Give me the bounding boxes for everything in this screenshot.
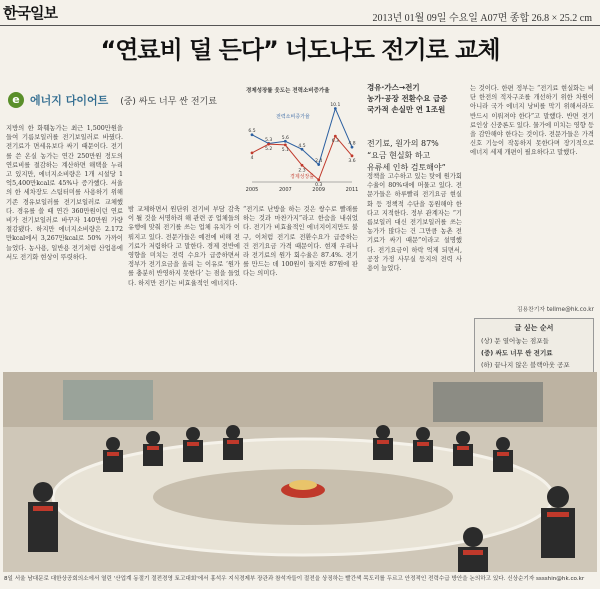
- chart-tick-label: 2005: [246, 187, 259, 193]
- chart-tick-label: 2007: [278, 187, 292, 193]
- series-order-item: (중) 싸도 너무 싼 전기료: [481, 349, 553, 357]
- chart-point: [284, 144, 287, 147]
- leaf-icon: e: [8, 92, 24, 108]
- article-column-2: 밤 교체하면서 원단위 전기비 부담 감축이 될 것을 서명하려 해 관련 공 업체들의 유행에 맞춰 전기를 쓰는 업체 유치가 이 뤄지고 있다. 전문가들은 예전에 비해 전기료가 저렴하다 고 말한다. 경제 전반에 영향을 미치는 전력 수요가 급증하면서 정부가 전기요금을 올리 는 이유로 ‘원가를 충분히 반영하지 못한다’ 는 점을 들었다. 하지만 전기는 비효율적인 에너지다.: [128, 206, 240, 287]
- article-column-5: 는 것이다. 한편 정부는 “전기료 현실화는 비단 한전의 적자구조를 개선하기 위한 차원이 아니라 국가 에너지 낭비를 막기 위해서라도 반드시 이뤄져야 한다”고 말했다. 반면 전기료인상 신중론도 있다. 물가에 미치는 영향 등을 감안해야 한다는 것이다. 전문가들은 가격 신호 기능이 작동하지 못한다며 장기적으로 에너지 세제 개편이 필요하다고 말했다.: [470, 85, 594, 157]
- chart-tick-label: 2011: [345, 187, 358, 193]
- chart-data-label: 5.1: [281, 147, 289, 153]
- chart-data-label: 2.4: [315, 159, 323, 165]
- chart: [246, 86, 358, 198]
- chart-data-label: 2.3: [298, 168, 306, 174]
- chart-data-label: 5.2: [265, 147, 273, 153]
- chart-data-label: 5.3: [265, 137, 273, 143]
- chart-data-label: 6.5: [248, 129, 256, 135]
- chart-title: 경제성장률 웃도는 전력소비증가율: [246, 88, 330, 94]
- series-order-title: 글 싣는 순서: [514, 324, 554, 332]
- masthead: 한국일보: [3, 4, 57, 22]
- headline: “연료비 덜 든다” 너도나도 전기로 교체: [100, 36, 500, 64]
- chart-data-label: 4: [250, 155, 254, 161]
- chart-data-label: 3.6: [348, 158, 356, 164]
- chart-point: [251, 152, 254, 155]
- series-tag: (중) 싸도 너무 싼 전기료: [120, 96, 217, 107]
- article-column-1: 지방의 한 화훼농가는 최근 1,500만원을 들여 기름보일러를 전기보일러로 바꿨다. 전기료가 면세유보다 싸기 때문이다. 전기를 쓴 온실 농가는 연간 250만원 정도의 연료비를 절감하는 계산하면 해택을 누리고 있지만, 에너지소비량은 1개 시설당 1억5,400만kcal로 45%나 증가했다. 서울의 한 세차장도 스팀터미를 사용하기 위해 기존 경유보일러를 전기보일러로 교체했다. 경유를 쓸 때 연간 360만원이던 연료비가 전기보일러로 바꾸자 140만원 가량 절감됐다. 하지만 에너지소비량은 2.172만kcal에서 3,267만kcal로 50% 가까이 늘었다. 농사용, 일반용 전기처럼 산업용에서도 전기화 현상이 뚜렷하다.: [6, 125, 123, 261]
- series-order-item: (상) 문 열어놓는 점포들: [481, 337, 549, 345]
- chart-legend-label: 경제성장률: [290, 174, 315, 180]
- chart-tick-label: 2009: [312, 187, 326, 193]
- dateline: 2013년 01월 09일 수요일 A07면 종합 26.8 × 25.2 cm: [372, 13, 592, 24]
- chart-point: [267, 143, 270, 146]
- series-order-box: [474, 318, 594, 374]
- subhead-1: 경유·가스→전기 농가·공장 전환수요 급증 국가적 손실만 연 1조원: [367, 83, 448, 114]
- chart-legend-label: 전력소비증가율: [276, 114, 310, 120]
- chart-point: [317, 178, 320, 181]
- meeting-photo: [3, 372, 597, 572]
- byline: 김용찬기자 tellme@hk.co.kr: [516, 307, 594, 313]
- chart-point: [301, 164, 304, 167]
- photo-caption: 8일 서울 남대문로 대한상공회의소에서 열린 '산업계 동절기 절전경영 토고대회'에서 홍석우 지식경제부 장관과 참석자들이 절전을 상징하는 빨간색 목도리를 두르고 안정적인 전력수급 방안을 논의하고 있다. 신상순기자 sssshin@hk.co.kr: [4, 576, 585, 582]
- chart-data-label: 10.1: [330, 103, 341, 109]
- chart-data-label: 5.6: [281, 135, 289, 141]
- chart-data-label: 4.8: [348, 141, 356, 147]
- article-column-4: 정책을 고수하고 있는 탓에 원가회수율이 80%대에 머물고 있다. 전문가들은 하루빨리 전기요금 현실화 등 정책적 수단을 동원해야 한다고 지적한다. 정부 관계자는 “기름보일러 대신 전기보일러를 쓰는 농가가 많다는 건 그만큼 농촌 전기료가 싸기 때문”이라고 설명했다. 전기요금이 하락 억제 되면서, 공장 가정 사무실 등지의 전력 사용이 늘었다.: [367, 173, 462, 273]
- top-rule: [0, 25, 600, 26]
- meeting-photo-illustration: [3, 372, 597, 572]
- chart-data-label: 0.3: [315, 182, 323, 188]
- subhead-2: 전기료, 원가의 87% “요금 현실화 하고 유류세 인하 검토해야”: [367, 139, 446, 172]
- chart-point: [351, 154, 354, 157]
- chart-point: [334, 135, 337, 138]
- chart-data-label: 4.5: [298, 143, 306, 149]
- chart-data-label: 6.3: [331, 139, 339, 145]
- series-banner: [8, 92, 217, 108]
- chart-svg: [246, 96, 358, 196]
- series-name: 에너지 다이어트: [30, 94, 109, 107]
- article-column-3: “전기로 난방을 하는 것은 쌍수로 빨래를 하는 것과 마찬가지”라고 한숨을 내쉬었다. 전기가 비효율적인 에너지이지만도 불구, 이처럼 전기로 전환수요가 급증하는 건 전기요금 가격 때문이다. 현재 우리나라 전기료의 원가 회수율은 87.4%. 전기를 만드는 데 100원이 들지만 87원에 판다는 의미다.: [243, 206, 358, 278]
- series-order-item: (하) 끝나지 않은 블랙아웃 공포: [481, 361, 570, 369]
